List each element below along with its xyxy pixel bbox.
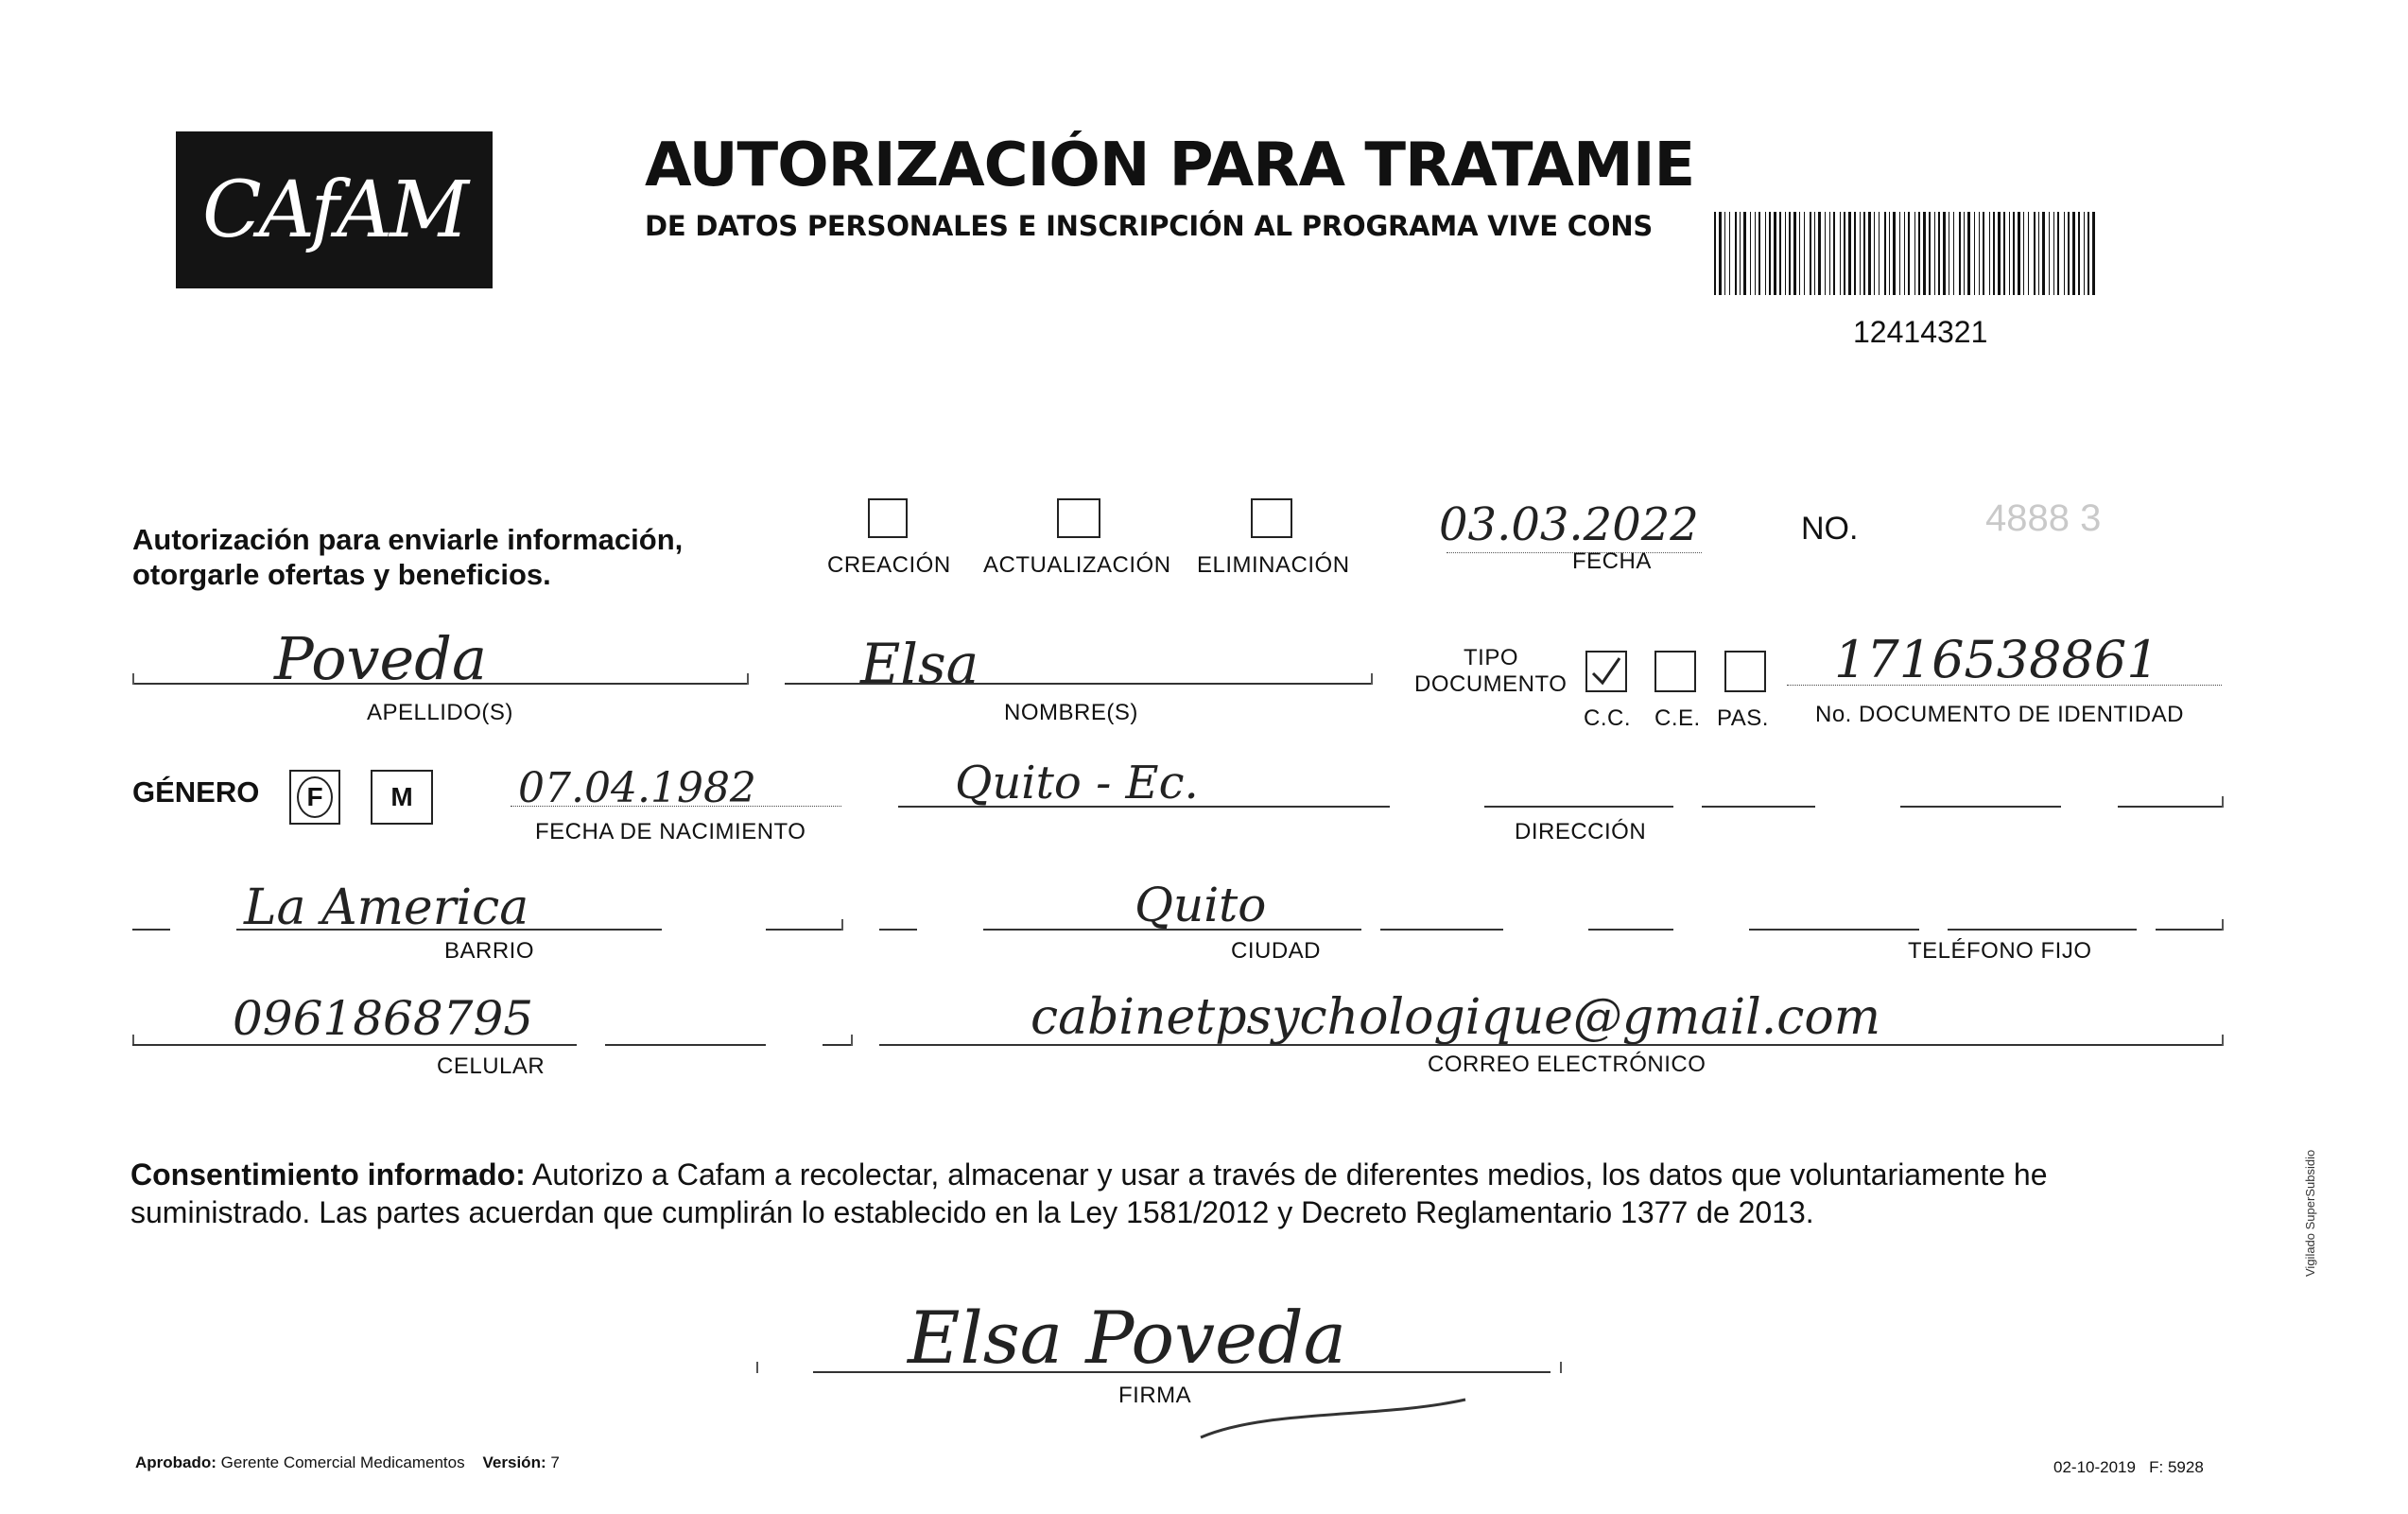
gender-f-checkbox[interactable]	[289, 770, 340, 825]
creacion-label: CREACIÓN	[827, 552, 951, 578]
supersubsidio-vertical: Vigilado SuperSubsidio	[2303, 1149, 2317, 1277]
direccion-label: DIRECCIÓN	[1515, 819, 1647, 844]
authorization-text: Autorización para enviarle información, otorgarle ofertas y beneficios.	[132, 523, 684, 591]
nombre-label: NOMBRE(S)	[1004, 700, 1138, 725]
actualizacion-checkbox[interactable]	[1057, 498, 1100, 538]
direccion-value: Quito - Ec.	[955, 757, 1199, 809]
cc-checkbox[interactable]	[1585, 651, 1627, 692]
ce-checkbox[interactable]	[1654, 651, 1696, 692]
actualizacion-label: ACTUALIZACIÓN	[983, 552, 1171, 578]
celular-value: 0961868795	[233, 991, 534, 1046]
consent-paragraph: Consentimiento informado: Autorizo a Cafam a recolectar, almacenar y usar a través de diferentes medios, los datos que voluntariamente he suministrado. Las partes acuerdan que cumplirán lo establecido en la Ley 1581/2012 y Decreto Reglamentario 1377 de 2013.	[130, 1157, 2048, 1229]
pas-label: PAS.	[1717, 705, 1769, 731]
signature: Elsa Poveda	[908, 1296, 1346, 1380]
email-value: cabinetpsychologique@gmail.com	[1031, 989, 1881, 1046]
genero-label: GÉNERO	[132, 775, 260, 809]
nombre-value: Elsa	[860, 632, 979, 696]
tipo-label: TIPO	[1464, 645, 1519, 670]
firma-label: FIRMA	[1118, 1383, 1192, 1408]
documento-label: DOCUMENTO	[1414, 671, 1568, 697]
apellido-value: Poveda	[274, 624, 487, 693]
form-subtitle: DE DATOS PERSONALES E INSCRIPCIÓN AL PROGRAMA VIVE CONS	[645, 210, 1654, 242]
ce-label: C.E.	[1654, 705, 1701, 731]
form-title: AUTORIZACIÓN PARA TRATAMIE	[645, 131, 1695, 200]
nacimiento-value: 07.04.1982	[518, 764, 756, 812]
gender-m-text: M	[390, 782, 413, 811]
eliminacion-checkbox[interactable]	[1251, 498, 1292, 538]
ciudad-value: Quito	[1135, 878, 1267, 932]
eliminacion-label: ELIMINACIÓN	[1197, 552, 1350, 578]
cc-label: C.C.	[1584, 705, 1631, 731]
documento-value: 1716538861	[1834, 630, 2159, 689]
fecha-label: FECHA	[1572, 548, 1652, 574]
ciudad-label: CIUDAD	[1231, 938, 1322, 964]
fecha-value: 03.03.2022	[1439, 498, 1699, 551]
nacimiento-label: FECHA DE NACIMIENTO	[535, 819, 806, 844]
barrio-label: BARRIO	[444, 938, 535, 964]
telefono-label: TELÉFONO FIJO	[1908, 938, 2092, 964]
barcode	[1714, 212, 2099, 295]
footer-date: 02-10-2019 F: 5928	[2053, 1458, 2204, 1476]
no-label: NO.	[1801, 511, 1859, 547]
pas-checkbox[interactable]	[1724, 651, 1766, 692]
gender-m-checkbox[interactable]	[371, 770, 433, 825]
no-value: 4888 3	[1985, 497, 2102, 539]
barrio-value: La America	[244, 879, 529, 936]
documento-identidad-label: No. DOCUMENTO DE IDENTIDAD	[1815, 702, 2184, 727]
apellido-label: APELLIDO(S)	[367, 700, 513, 725]
check-mark-icon	[1587, 653, 1625, 690]
celular-label: CELULAR	[437, 1053, 546, 1079]
email-label: CORREO ELECTRÓNICO	[1428, 1052, 1706, 1077]
creacion-checkbox[interactable]	[868, 498, 908, 538]
barcode-number: 12414321	[1853, 315, 1988, 349]
gender-f-text: F	[297, 776, 333, 818]
signature-flourish	[1191, 1390, 1475, 1447]
footer-aprobado: Aprobado: Gerente Comercial Medicamentos Versión: 7	[135, 1453, 560, 1471]
cafam-logo: CAfAM	[176, 131, 493, 288]
